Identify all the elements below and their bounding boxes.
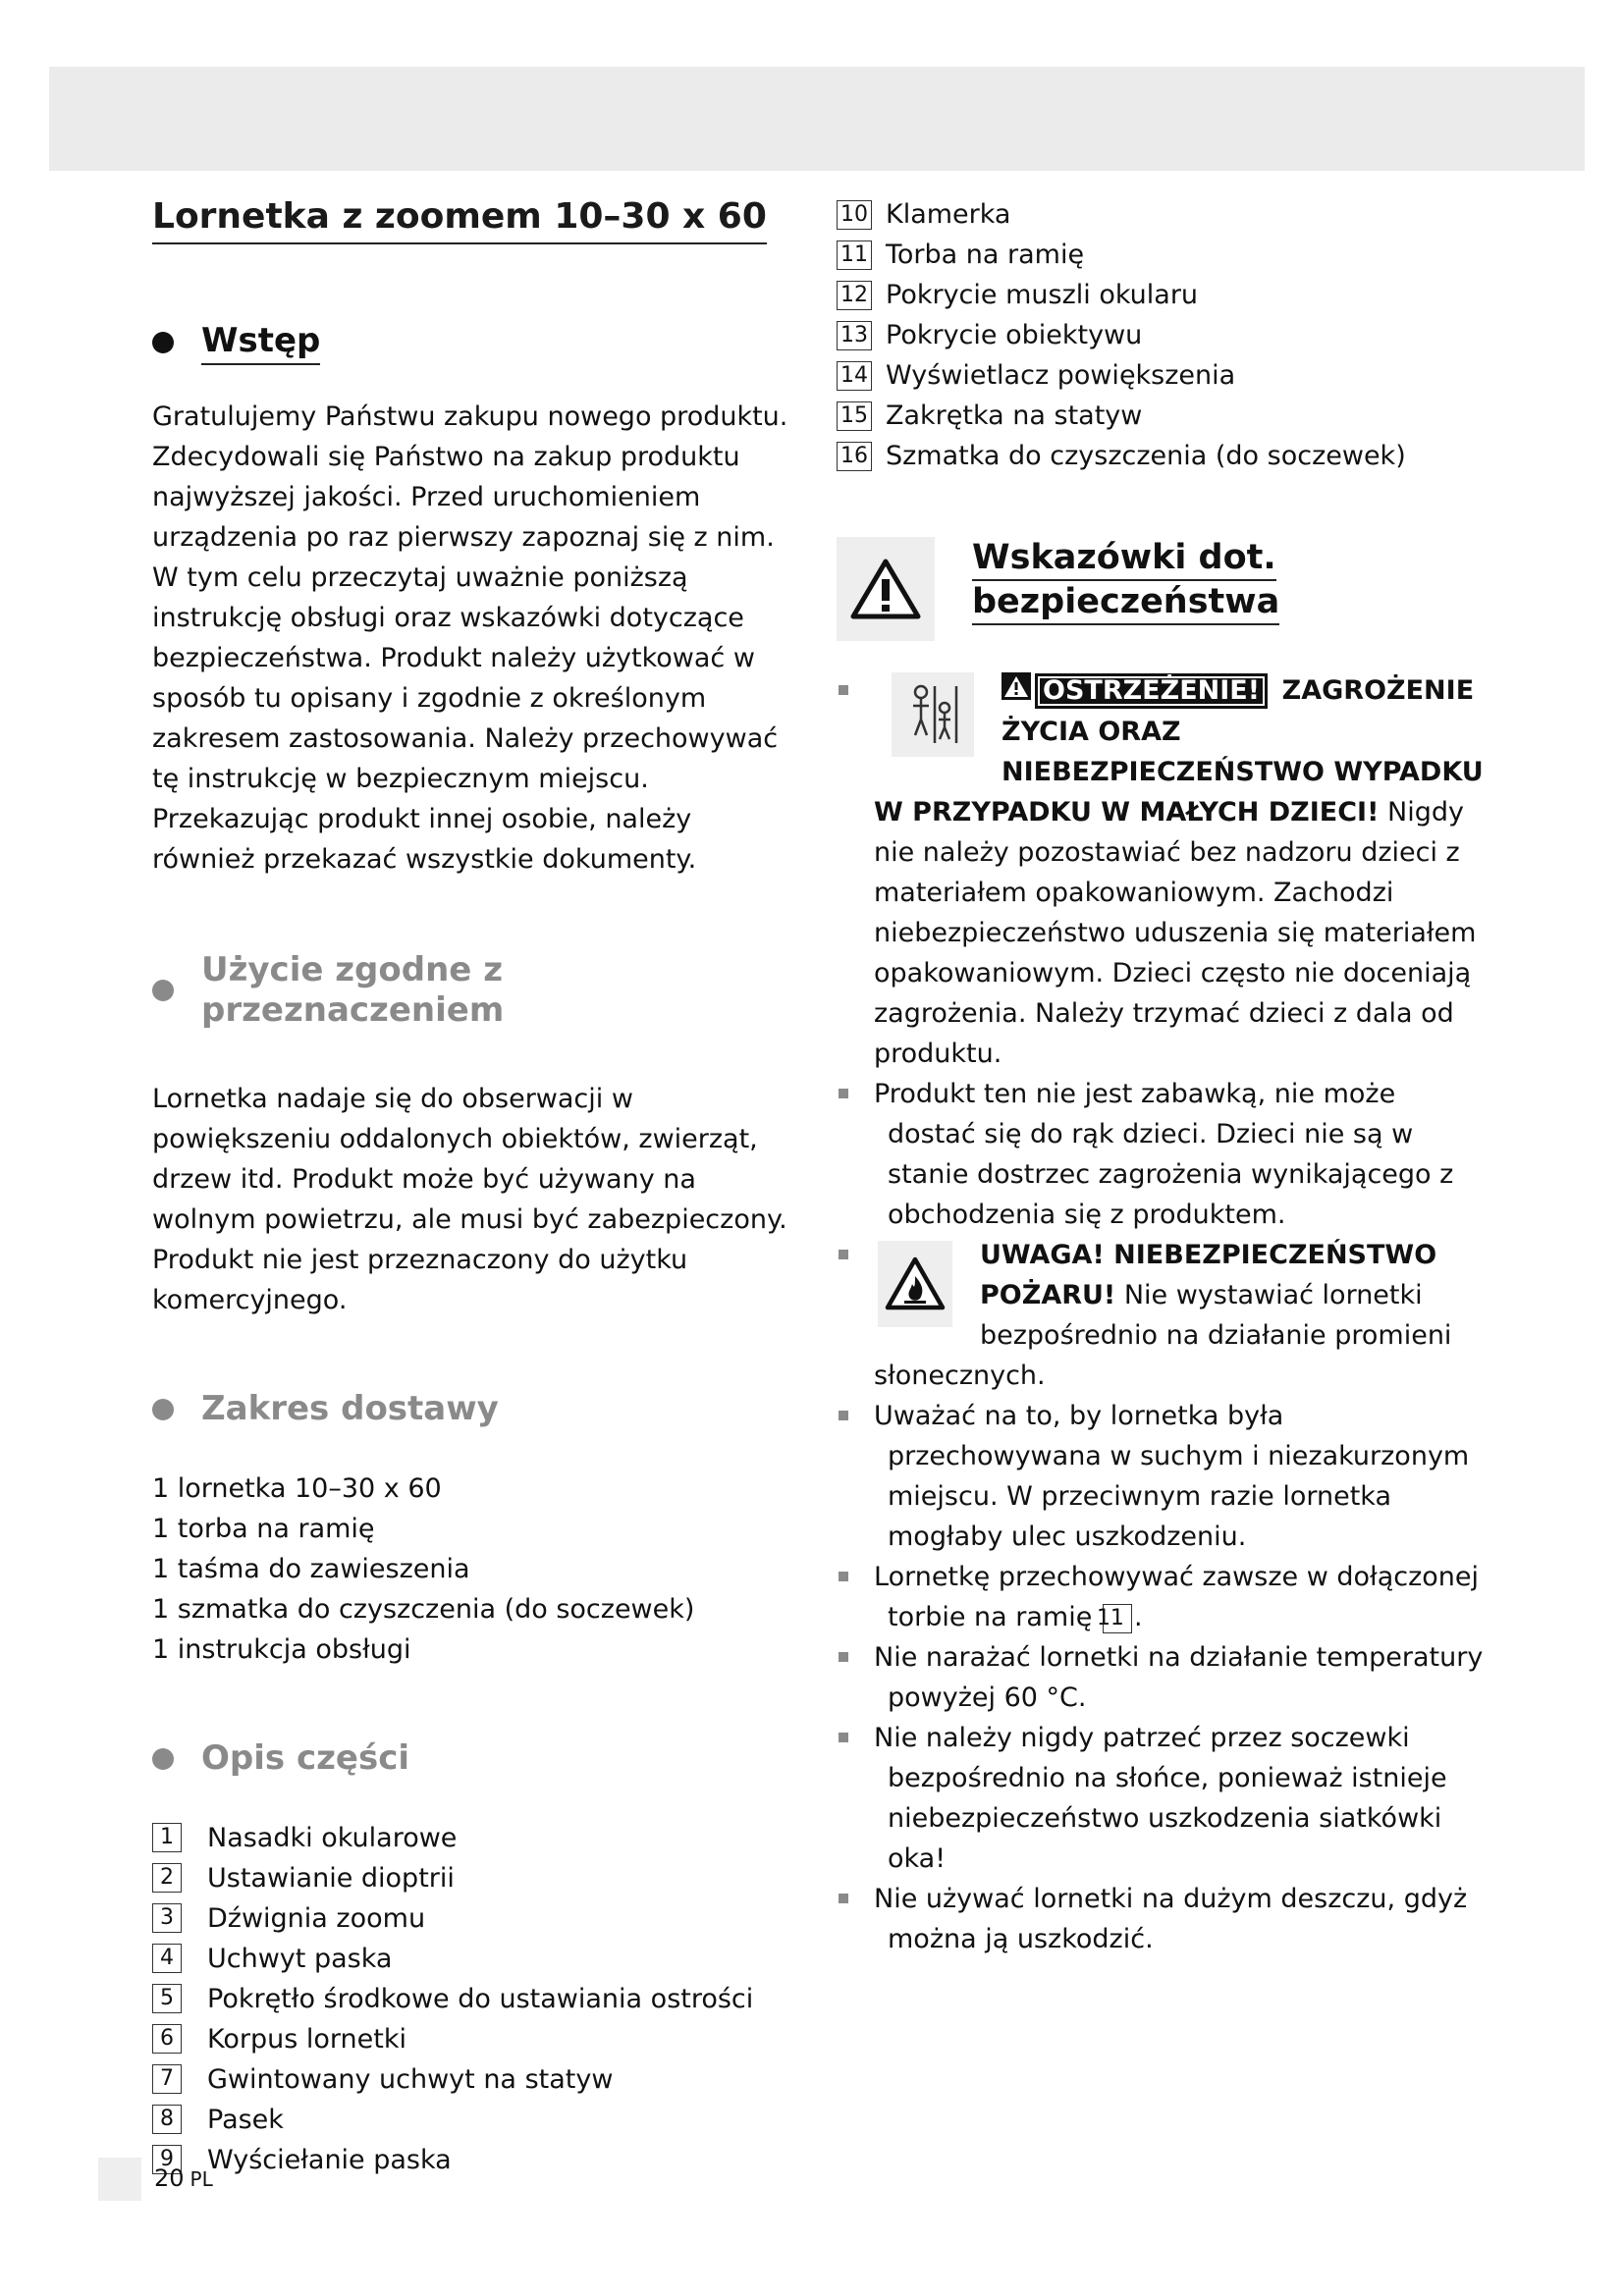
heading-delivery xyxy=(152,1389,790,1429)
bullet-icon xyxy=(152,1399,174,1420)
fire-danger-text: Nie wystawiać lornetki bezpośrednio na działanie promieni słonecznych. xyxy=(874,1280,1452,1391)
heading-intro-text: Wstęp xyxy=(201,321,320,365)
part-number: 10 xyxy=(837,200,872,230)
square-bullet-icon xyxy=(839,1572,848,1581)
list-item: 1 instrukcja obsługi xyxy=(152,1634,411,1666)
list-item xyxy=(152,1939,790,1979)
bullet-icon xyxy=(152,332,174,353)
sun-warning-text: Nie należy nigdy patrzeć przez soczewki bezpośrednio na słońce, ponieważ istnieje niebezpieczeństwo uszkodzenia siatkówki oka! xyxy=(874,1723,1447,1874)
heading-parts-text: Opis części xyxy=(201,1738,410,1779)
list-item xyxy=(837,235,1485,275)
safety-header xyxy=(837,537,1485,641)
list-item xyxy=(837,194,1485,235)
part-label: Ustawianie dioptrii xyxy=(207,1862,455,1894)
square-bullet-icon xyxy=(839,1733,848,1742)
toy-warning-text: Produkt ten nie jest zabawką, nie może dostać się do rąk dzieci. Dzieci nie są w stanie dostrzec zagrożenia wynikającego z obchodzenia się z produktem. xyxy=(874,1079,1454,1230)
square-bullet-icon xyxy=(839,1411,848,1420)
part-number: 15 xyxy=(837,401,872,431)
list-item xyxy=(837,275,1485,315)
part-number: 9 xyxy=(152,2145,182,2174)
heading-intro xyxy=(152,321,790,365)
list-item: 1 lornetka 10–30 x 60 xyxy=(152,1473,442,1505)
part-reference: 11 xyxy=(1103,1604,1132,1633)
square-bullet-icon xyxy=(839,685,848,695)
part-label: Pokrycie muszli okularu xyxy=(886,280,1199,310)
document-title: Lornetka z zoomem 10–30 x 60 xyxy=(152,194,767,244)
list-item: 1 szmatka do czyszczenia (do soczewek) xyxy=(152,1594,695,1626)
part-number: 3 xyxy=(152,1903,182,1933)
part-label: Korpus lornetki xyxy=(207,2023,406,2055)
part-number: 4 xyxy=(152,1944,182,1973)
parts-list-right xyxy=(837,194,1485,476)
heading-intended-use-text: Użycie zgodne z przeznaczeniem xyxy=(201,949,505,1030)
safety-heading-line2: bezpieczeństwa xyxy=(972,581,1279,625)
heading-intended-use xyxy=(152,950,790,1031)
list-item xyxy=(837,1637,1485,1718)
list-item xyxy=(837,315,1485,355)
list-item: 1 torba na ramię xyxy=(152,1514,375,1545)
part-label: Gwintowany uchwyt na statyw xyxy=(207,2063,614,2095)
list-item xyxy=(152,1818,790,1858)
list-item: 1 taśma do zawieszenia xyxy=(152,1554,470,1585)
part-number: 5 xyxy=(152,1984,182,2013)
child-danger-bold: ZAGROŻENIE ŻYCIA ORAZ NIEBEZPIECZEŃSTWO WYPADKU W PRZYPADKU W MAŁYCH DZIECI! xyxy=(874,675,1484,828)
dry-storage-text: Uważać na to, by lornetka była przechowywana w suchym i niezakurzonym miejscu. W przeciwnym razie lornetka mogłaby ulec uszkodzeniu. xyxy=(874,1401,1470,1552)
part-label: Wyściełanie paska xyxy=(207,2144,452,2175)
language-code: PL xyxy=(189,2167,213,2191)
bullet-icon xyxy=(152,980,174,1001)
part-label: Nasadki okularowe xyxy=(207,1822,458,1853)
part-number: 1 xyxy=(152,1823,182,1852)
part-number: 12 xyxy=(837,281,872,310)
bullet-icon xyxy=(152,1748,174,1770)
list-item xyxy=(837,1235,1485,1396)
part-label: Zakrętka na statyw xyxy=(886,400,1143,431)
list-item xyxy=(837,1879,1485,1959)
part-label: Pokrętło środkowe do ustawiania ostrości xyxy=(207,1983,754,2014)
list-item: Lornetkę przechowywać zawsze w dołączonej torbie na ramię 11 . xyxy=(837,1557,1485,1637)
warning-label: OSTRZEŻENIE! xyxy=(1035,673,1268,709)
heading-parts xyxy=(152,1738,790,1779)
part-number: 14 xyxy=(837,361,872,391)
fire-warning-icon xyxy=(878,1241,952,1327)
parts-list-left xyxy=(152,1818,790,2180)
delivery-list xyxy=(152,1468,790,1670)
list-item xyxy=(837,396,1485,436)
child-danger-icon xyxy=(892,672,974,757)
list-item xyxy=(152,1858,790,1898)
list-item xyxy=(152,2059,790,2100)
bag-storage-text: Lornetkę przechowywać zawsze w dołączonej torbie na ramię xyxy=(874,1562,1480,1632)
list-item xyxy=(152,2100,790,2140)
square-bullet-icon xyxy=(839,1250,848,1259)
part-number: 2 xyxy=(152,1863,182,1893)
safety-heading xyxy=(972,537,1279,625)
intended-use-paragraph: Lornetka nadaje się do obserwacji w powiększeniu oddalonych obiektów, zwierząt, drzew itd. Produkt może być używany na wolnym powietrzu, ale musi być zabezpieczony. Produkt nie jest przeznaczony do użytku komercyjnego. xyxy=(152,1084,787,1316)
list-item xyxy=(152,1979,790,2019)
part-label: Szmatka do czyszczenia (do soczewek) xyxy=(886,441,1406,471)
page-marker xyxy=(98,2158,141,2201)
right-column xyxy=(837,194,1485,1959)
temperature-text: Nie narażać lornetki na działanie temperatury powyżej 60 °C. xyxy=(874,1642,1484,1713)
child-danger-text: Nigdy nie należy pozostawiać bez nadzoru dzieci z materiałem opakowaniowym. Zachodzi niebezpieczeństwo uduszenia się materiałem opakowaniowym. Dzieci często nie doceniają zagrożenia. Należy trzymać dzieci z dala od produktu. xyxy=(874,797,1477,1069)
list-item xyxy=(837,1074,1485,1235)
list-item xyxy=(152,2019,790,2059)
part-number: 13 xyxy=(837,321,872,350)
part-label: Pasek xyxy=(207,2104,284,2135)
part-number: 8 xyxy=(152,2105,182,2134)
list-item xyxy=(152,2140,790,2180)
page-footer xyxy=(154,2164,213,2192)
safety-list xyxy=(837,670,1485,1959)
rain-warning-text: Nie używać lornetki na dużym deszczu, gdyż można ją uszkodzić. xyxy=(874,1884,1468,1954)
part-number: 6 xyxy=(152,2024,182,2054)
part-number: 11 xyxy=(837,240,872,270)
list-item xyxy=(837,355,1485,396)
part-label: Klamerka xyxy=(886,199,1011,230)
square-bullet-icon xyxy=(839,1089,848,1098)
intro-paragraph: Gratulujemy Państwu zakupu nowego produktu. Zdecydowali się Państwo na zakup produktu najwyższej jakości. Przed uruchomieniem urządzenia po raz pierwszy zapoznaj się z nim. W tym celu przeczytaj uważnie poniższą instrukcję obsługi oraz wskazówki dotyczące bezpieczeństwa. Produkt należy użytkować w sposób tu opisany i zgodnie z określonym zakresem zastosowania. Należy przechowywać tę instrukcję w bezpiecznym miejscu. Przekazując produkt innej osobie, należy również przekazać wszystkie dokumenty. xyxy=(152,400,788,875)
part-number: 7 xyxy=(152,2064,182,2094)
part-number: 16 xyxy=(837,442,872,471)
heading-delivery-text: Zakres dostawy xyxy=(201,1389,499,1429)
fire-danger-bold: UWAGA! NIEBEZPIECZEŃSTWO POŻARU! xyxy=(980,1240,1437,1310)
part-label: Torba na ramię xyxy=(886,240,1085,270)
list-item xyxy=(837,670,1485,1074)
square-bullet-icon xyxy=(839,1894,848,1903)
list-item xyxy=(837,1718,1485,1879)
list-item xyxy=(837,1396,1485,1557)
part-label: Uchwyt paska xyxy=(207,1943,393,1974)
part-label: Pokrycie obiektywu xyxy=(886,320,1143,350)
left-column xyxy=(152,194,790,2180)
header-band xyxy=(49,67,1585,171)
part-label: Wyświetlacz powiększenia xyxy=(886,360,1236,391)
page-number: 20 xyxy=(154,2164,185,2192)
warning-small-icon xyxy=(1001,671,1031,712)
part-label: Dźwignia zoomu xyxy=(207,1902,426,1934)
warning-triangle-icon xyxy=(837,537,935,641)
list-item xyxy=(837,436,1485,476)
square-bullet-icon xyxy=(839,1652,848,1662)
safety-heading-line1: Wskazówki dot. xyxy=(972,537,1276,581)
list-item xyxy=(152,1898,790,1939)
